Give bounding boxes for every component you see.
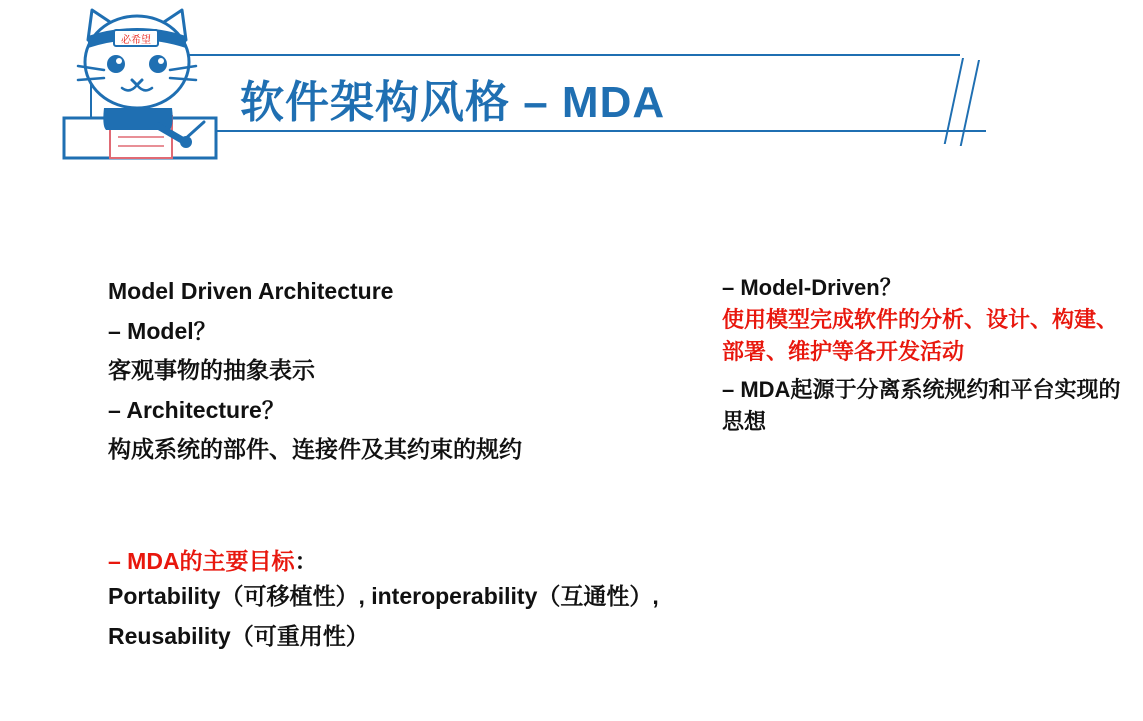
banner-accent-line-2 — [960, 60, 980, 146]
cat-mascot-icon — [58, 0, 238, 168]
right-content-column — [722, 272, 1122, 437]
right-line-1: – Model-Driven？ — [722, 275, 902, 300]
left-line-3: 客观事物的抽象表示 — [108, 357, 315, 384]
mda-goals-line-1: Portability（可移植性）, interoperability（互通性）, — [108, 583, 659, 609]
left-line-2: – Model？ — [108, 317, 217, 344]
left-line-4: – Architecture？ — [108, 396, 285, 423]
left-line-1: Model Driven Architecture — [108, 278, 394, 304]
svg-text:必希望: 必希望 — [121, 35, 151, 46]
slide-header — [0, 0, 1143, 175]
left-line-5: 构成系统的部件、连接件及其约束的规约 — [108, 436, 522, 463]
right-line-3: – MDA起源于分离系统规约和平台实现的思想 — [722, 376, 1121, 434]
mda-goals-heading — [108, 543, 868, 576]
mda-goals-line-2: Reusability（可重用性） — [108, 623, 369, 650]
right-line-2: 使用模型完成软件的分析、设计、构建、部署、维护等各开发活动 — [722, 306, 1119, 364]
page-title: 软件架构风格 – MDA — [240, 78, 666, 127]
left-content-column — [108, 272, 708, 470]
banner-accent-line-3 — [960, 130, 986, 132]
mda-goals-heading-colon: ： — [294, 548, 318, 574]
mda-goals-heading-text: – MDA的主要目标 — [108, 548, 295, 574]
mda-goals-block — [108, 543, 868, 657]
